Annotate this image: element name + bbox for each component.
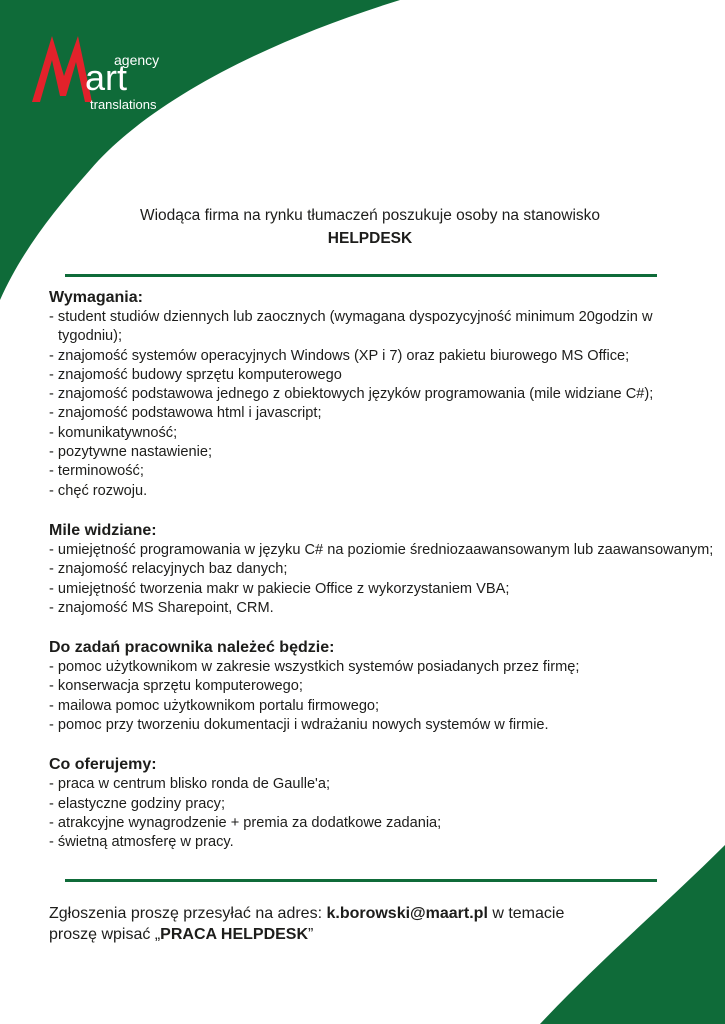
list-item: - znajomość relacyjnych baz danych; <box>49 561 288 578</box>
application-instructions <box>49 903 689 945</box>
list-item: - znajomość systemów operacyjnych Windows (XP i 7) oraz pakietu biurowego MS Office; <box>49 347 630 364</box>
list-item: - chęć rozwoju. <box>49 482 148 499</box>
section-title: Wymagania: <box>49 289 143 306</box>
list-item: - znajomość MS Sharepoint, CRM. <box>49 599 274 616</box>
list-item: - znajomość podstawowa html i javascript; <box>49 405 322 422</box>
list-item: - praca w centrum blisko ronda de Gaulle'a; <box>49 776 331 793</box>
list-item: - konserwacja sprzętu komputerowego; <box>49 678 303 695</box>
duties-section <box>49 638 714 735</box>
footer-text: ” <box>308 926 314 943</box>
list-item: - terminowość; <box>49 463 144 480</box>
list-item: - mailowa pomoc użytkownikom portalu firmowego; <box>49 697 380 714</box>
list-item: - znajomość podstawowa jednego z obiektowych języków programowania (mile widziane C#); <box>49 386 654 403</box>
logo-mark <box>30 30 180 110</box>
offer-section <box>49 755 714 852</box>
list-item: - pomoc użytkownikom w zakresie wszystkich systemów posiadanych przez firmę; <box>49 659 580 676</box>
nice-to-have-list <box>49 541 714 618</box>
bottom-divider <box>65 879 657 882</box>
list-item: - pomoc przy tworzeniu dokumentacji i wdrażaniu nowych systemów w firmie. <box>49 717 549 734</box>
section-title: Do zadań pracownika należeć będzie: <box>49 639 335 657</box>
list-item: - komunikatywność; <box>49 424 178 441</box>
job-content <box>49 288 714 873</box>
footer-text: w temacie <box>487 905 565 922</box>
list-item: - student studiów dziennych lub zaocznych (wymagana dyspozycyjność minimum 20godzin w tygodniu); <box>49 309 653 345</box>
headline-position: HELPDESK <box>327 230 413 247</box>
logo-m-letter <box>32 36 92 102</box>
company-logo <box>30 30 180 110</box>
logo-translations: translations <box>90 97 157 110</box>
list-item: - pozytywne nastawienie; <box>49 444 213 461</box>
nice-to-have-section <box>49 521 714 618</box>
email-subject: PRACA HELPDESK <box>160 926 309 943</box>
requirements-list <box>49 308 714 501</box>
list-item: - umiejętność programowania w języku C# na poziomie średniozaawansowanym lub zaawansowanym; <box>49 541 714 558</box>
list-item: - elastyczne godziny pracy; <box>49 795 226 812</box>
logo-agency: agency <box>114 52 160 68</box>
contact-email[interactable]: k.borowski@maart.pl <box>326 905 488 922</box>
requirements-section <box>49 288 714 501</box>
section-title: Co oferujemy: <box>49 756 157 774</box>
list-item: - atrakcyjne wynagrodzenie + premia za dodatkowe zadania; <box>49 814 442 831</box>
section-title: Mile widziane: <box>49 521 157 539</box>
top-divider <box>65 274 657 277</box>
headline-intro: Wiodąca firma na rynku tłumaczeń poszukuje osoby na stanowisko <box>139 207 601 224</box>
list-item: - świetną atmosferę w pracy. <box>49 834 234 851</box>
offer-list <box>49 775 714 852</box>
list-item: - znajomość budowy sprzętu komputerowego <box>49 366 342 383</box>
footer-text: proszę wpisać „ <box>49 926 161 943</box>
logo-art: art <box>85 57 128 98</box>
footer-text: Zgłoszenia proszę przesyłać na adres: <box>49 905 327 922</box>
list-item: - umiejętność tworzenia makr w pakiecie Office z wykorzystaniem VBA; <box>49 580 510 597</box>
duties-list <box>49 658 714 735</box>
